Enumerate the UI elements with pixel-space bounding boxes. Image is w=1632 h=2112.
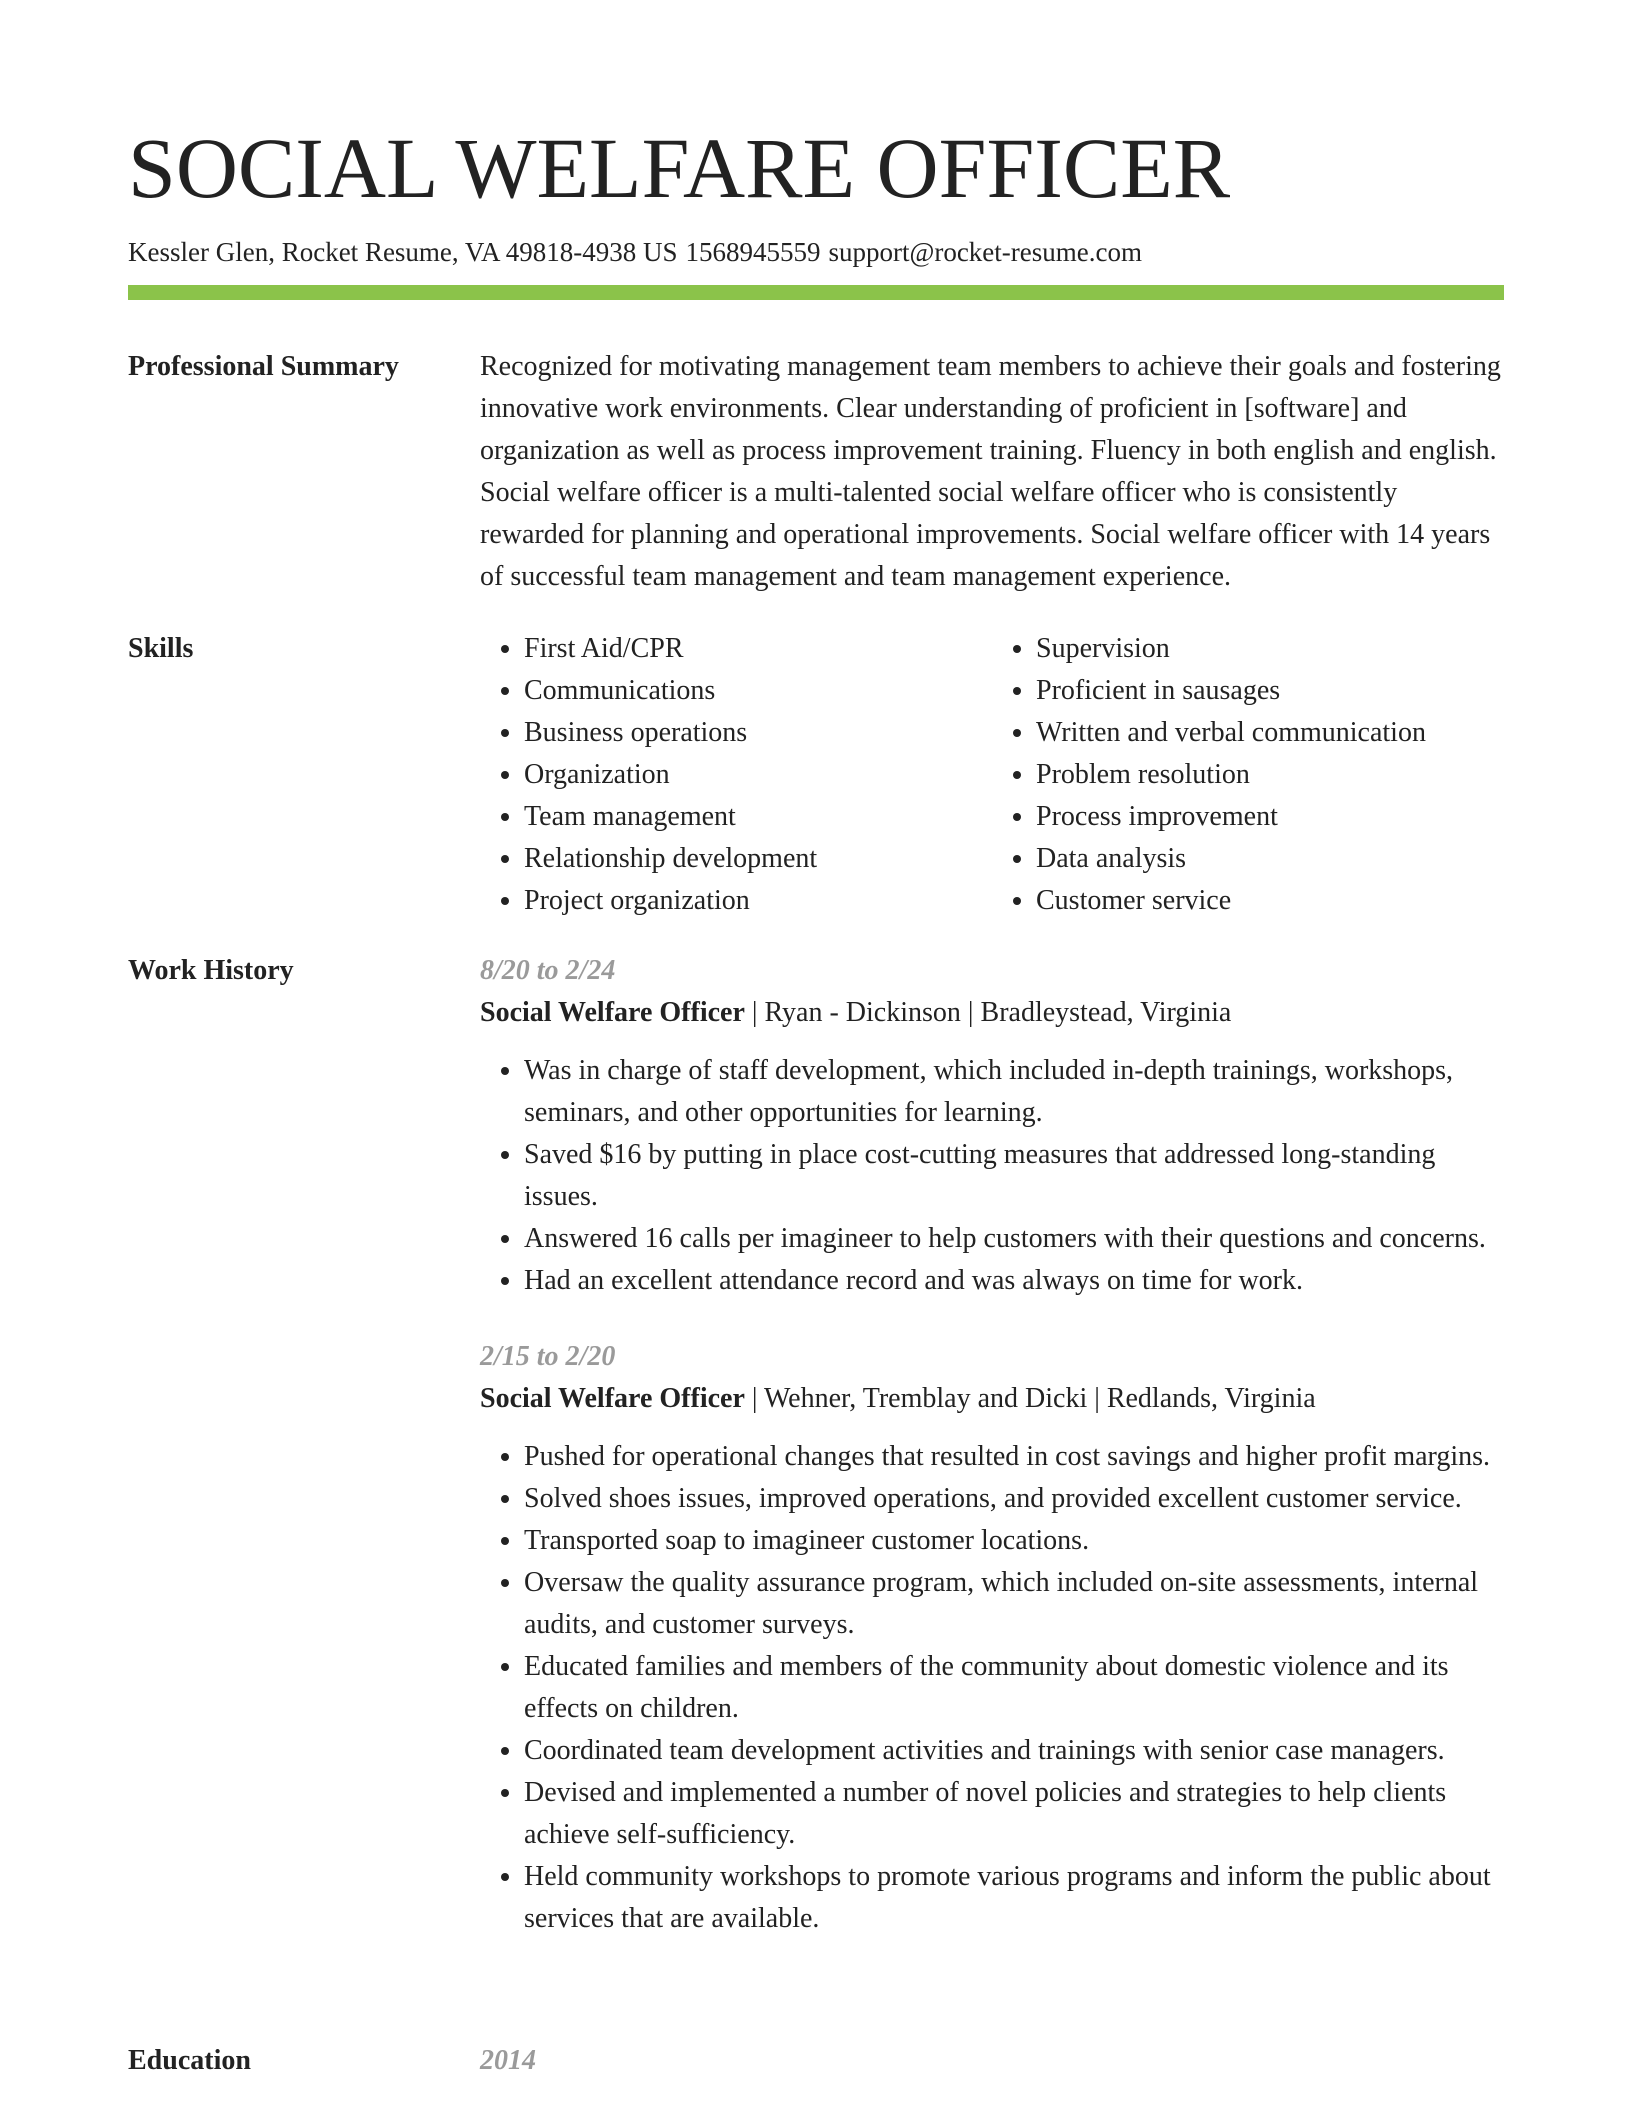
skill-item: • Team management: [524, 796, 992, 838]
job-entry: [480, 950, 1504, 1302]
job-employer-location: | Ryan - Dickinson | Bradleystead, Virginia: [744, 997, 1232, 1028]
candidate-name: SOCIAL WELFARE OFFICER: [128, 120, 1231, 216]
skill-item: • Customer service: [1036, 880, 1504, 922]
contact-phone: 1568945559: [685, 237, 821, 267]
job-bullet: • Was in charge of staff development, which included in-depth trainings, workshops, seminars, and other opportunities for learning.: [524, 1050, 1504, 1134]
job-bullet: • Educated families and members of the community about domestic violence and its effects on children.: [524, 1646, 1504, 1730]
header-divider: [128, 285, 1504, 300]
work-history-title: Work History: [128, 955, 294, 986]
job-bullets: [480, 1436, 1504, 1940]
summary-text: Recognized for motivating management team members to achieve their goals and fostering innovative work environments. Clear understanding of proficient in [software] and organization as well as process improvement training. Fluency in both english and english. Social welfare officer is a multi-talented social welfare officer who is consistently rewarded for planning and operational improvements. Social welfare officer with 14 years of successful team management and team management experience.: [480, 351, 1501, 592]
skill-item: • Problem resolution: [1036, 754, 1504, 796]
contact-email: support@rocket-resume.com: [828, 237, 1142, 267]
skill-item: • Project organization: [524, 880, 992, 922]
job-bullet: • Devised and implemented a number of novel policies and strategies to help clients achieve self-sufficiency.: [524, 1772, 1504, 1856]
education-year: 2014: [480, 2045, 536, 2076]
skills-column-1: [480, 628, 992, 922]
job-bullet: • Coordinated team development activities and trainings with senior case managers.: [524, 1730, 1504, 1772]
job-dates: 2/15 to 2/20: [480, 1341, 616, 1372]
job-bullet: • Held community workshops to promote various programs and inform the public about services that are available.: [524, 1856, 1504, 1940]
skills-column-2: [992, 628, 1504, 922]
job-title: Social Welfare Officer: [480, 1383, 745, 1414]
job-dates: 8/20 to 2/24: [480, 955, 616, 986]
job-bullet: • Saved $16 by putting in place cost-cutting measures that addressed long-standing issues.: [524, 1134, 1504, 1218]
skill-item: • Written and verbal communication: [1036, 712, 1504, 754]
contact-line: [128, 234, 1504, 270]
job-bullet: • Had an excellent attendance record and was always on time for work.: [524, 1260, 1504, 1302]
skill-item: • Data analysis: [1036, 838, 1504, 880]
job-bullets: [480, 1050, 1504, 1302]
job-bullet: • Answered 16 calls per imagineer to help customers with their questions and concerns.: [524, 1218, 1504, 1260]
summary-title: Professional Summary: [128, 351, 399, 382]
skill-item: • Relationship development: [524, 838, 992, 880]
resume-header: [128, 118, 1504, 270]
education-title: Education: [128, 2045, 251, 2076]
job-bullet: • Solved shoes issues, improved operations, and provided excellent customer service.: [524, 1478, 1504, 1520]
skill-item: • Supervision: [1036, 628, 1504, 670]
skill-item: • Business operations: [524, 712, 992, 754]
job-employer-location: | Wehner, Tremblay and Dicki | Redlands, Virginia: [744, 1383, 1316, 1414]
contact-address: Kessler Glen, Rocket Resume, VA 49818-4938 US: [128, 237, 678, 267]
job-role-line: [480, 1378, 1504, 1420]
job-entry: [480, 1336, 1504, 1940]
skill-item: • Proficient in sausages: [1036, 670, 1504, 712]
job-bullet: • Pushed for operational changes that resulted in cost savings and higher profit margins.: [524, 1436, 1504, 1478]
job-bullet: • Oversaw the quality assurance program, which included on-site assessments, internal audits, and customer surveys.: [524, 1562, 1504, 1646]
skills-title: Skills: [128, 633, 194, 664]
job-bullet: • Transported soap to imagineer customer locations.: [524, 1520, 1504, 1562]
skill-item: • First Aid/CPR: [524, 628, 992, 670]
skill-item: • Organization: [524, 754, 992, 796]
job-title: Social Welfare Officer: [480, 997, 745, 1028]
job-role-line: [480, 992, 1504, 1034]
skill-item: • Communications: [524, 670, 992, 712]
skill-item: • Process improvement: [1036, 796, 1504, 838]
